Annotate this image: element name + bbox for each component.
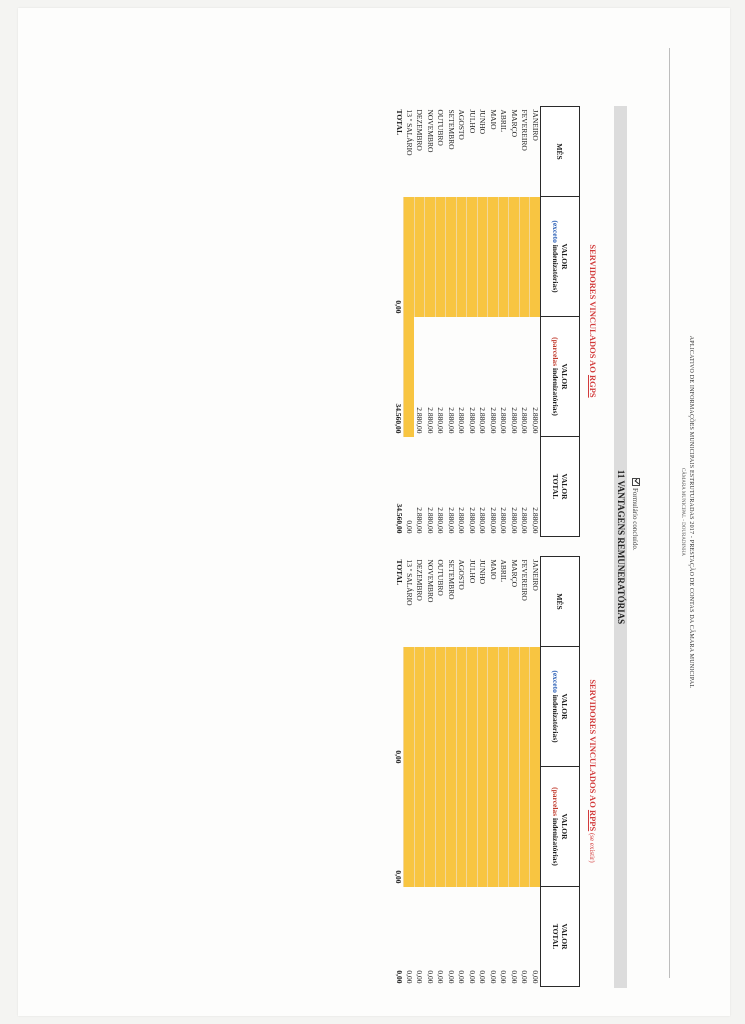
- value-total-cell: 2.880,00: [436, 507, 446, 534]
- value-total-cell: 0,00: [489, 970, 498, 984]
- table-row: [457, 557, 468, 987]
- form-status: [631, 478, 640, 551]
- value-total-cell: 2.880,00: [426, 507, 435, 534]
- table-row: [520, 557, 531, 987]
- entity-name: CÂMARA MUNICIPAL - DOURADINHA: [680, 467, 685, 557]
- value-exceto-cell: [415, 197, 426, 317]
- month-cell: ABRIL: [499, 559, 509, 582]
- value-indenizatorias-cell: [467, 767, 478, 887]
- value-exceto-cell: [436, 647, 447, 767]
- value-total-cell: 2.880,00: [520, 507, 530, 534]
- value-exceto-cell: [467, 647, 478, 767]
- total-valor-exceto: 0,00: [394, 750, 404, 764]
- month-cell: SETEMBRO: [447, 559, 456, 600]
- value-exceto-cell: [530, 647, 541, 767]
- value-exceto-cell: [478, 197, 489, 317]
- month-cell: AGOSTO: [457, 559, 467, 590]
- value-exceto-cell: [404, 197, 415, 317]
- value-indenizatorias-cell: [425, 767, 436, 887]
- total-row: [394, 557, 404, 987]
- checkbox-icon: [632, 478, 640, 486]
- value-exceto-cell: [457, 197, 468, 317]
- value-total-cell: 0,00: [520, 970, 530, 984]
- month-cell: MARÇO: [510, 109, 519, 138]
- value-total-cell: 0,00: [478, 970, 488, 984]
- rgps-title: [588, 106, 598, 536]
- col-valor-indenizatorias: VALOR (parcelas indenizatórias): [541, 767, 580, 887]
- total-valor-total: 34.560,00: [394, 503, 404, 534]
- value-total-cell: 0,00: [415, 970, 425, 984]
- value-indenizatorias-cell: [520, 767, 531, 887]
- table-row: [530, 107, 541, 537]
- month-cell: NOVEMBRO: [426, 559, 435, 603]
- value-exceto-cell: [520, 197, 531, 317]
- section-title: 11 VANTAGENS REMUNERATÓRIAS: [616, 469, 626, 625]
- col-valor-total: VALOR TOTAL: [541, 887, 580, 987]
- total-valor-total: 0,00: [394, 970, 404, 984]
- form-status-text: Formulário concluído.: [631, 488, 639, 551]
- value-indenizatorias-cell: 2.880,00: [457, 407, 467, 434]
- rpps-title-regime: RPPS: [588, 809, 598, 832]
- value-indenizatorias-cell: 2.880,00: [478, 407, 488, 434]
- value-total-cell: 2.880,00: [489, 507, 498, 534]
- value-indenizatorias-cell: 2.880,00: [520, 407, 530, 434]
- table-row: [499, 557, 510, 987]
- table-row: [436, 107, 447, 537]
- value-indenizatorias-cell: [457, 767, 468, 887]
- header-divider: [669, 48, 670, 978]
- table-row: [467, 557, 478, 987]
- value-exceto-cell: [530, 197, 541, 317]
- value-exceto-cell: [509, 197, 520, 317]
- month-cell: 13 º SALÁRIO: [405, 109, 414, 156]
- value-indenizatorias-cell: 2.880,00: [510, 407, 519, 434]
- total-valor-exceto: 0,00: [394, 300, 404, 314]
- value-total-cell: 2.880,00: [415, 507, 425, 534]
- value-total-cell: 0,00: [457, 970, 467, 984]
- month-cell: MARÇO: [510, 559, 519, 588]
- value-indenizatorias-cell: [509, 767, 520, 887]
- value-exceto-cell: [457, 647, 468, 767]
- value-indenizatorias-cell: [404, 317, 415, 437]
- value-exceto-cell: [436, 197, 447, 317]
- value-total-cell: 2.880,00: [499, 507, 509, 534]
- table-row: [509, 557, 520, 987]
- month-cell: DEZEMBRO: [415, 109, 425, 151]
- month-cell: JANEIRO: [530, 109, 540, 141]
- section-band: [614, 106, 627, 988]
- table-row: [488, 557, 499, 987]
- col-mes: MÊS: [541, 107, 580, 197]
- rgps-table: [394, 106, 580, 537]
- value-indenizatorias-cell: 2.880,00: [468, 407, 477, 434]
- table-row: [457, 107, 468, 537]
- total-label: TOTAL: [394, 109, 404, 136]
- month-cell: JANEIRO: [530, 559, 540, 591]
- table-row: [499, 107, 510, 537]
- col-valor-indenizatorias: VALOR (parcelas indenizatórias): [541, 317, 580, 437]
- month-cell: SETEMBRO: [447, 109, 456, 150]
- value-exceto-cell: [425, 197, 436, 317]
- value-indenizatorias-cell: 2.880,00: [415, 407, 425, 434]
- rpps-title-suffix: (se existir): [588, 831, 596, 863]
- rpps-title-prefix: SERVIDORES VINCULADOS AO: [588, 679, 598, 810]
- month-cell: ABRIL: [499, 109, 509, 132]
- value-exceto-cell: [499, 197, 510, 317]
- value-total-cell: 0,00: [405, 970, 414, 984]
- month-cell: FEVEREIRO: [520, 109, 530, 151]
- value-exceto-cell: [446, 647, 457, 767]
- month-cell: JUNHO: [478, 559, 488, 585]
- value-total-cell: 2.880,00: [478, 507, 488, 534]
- value-total-cell: 2.880,00: [468, 507, 477, 534]
- rotated-form: [18, 8, 730, 1016]
- table-row: [404, 107, 415, 537]
- month-cell: FEVEREIRO: [520, 559, 530, 601]
- scanned-page: [18, 8, 730, 1016]
- month-cell: NOVEMBRO: [426, 109, 435, 153]
- value-total-cell: 0,00: [436, 970, 446, 984]
- month-cell: JULHO: [468, 559, 477, 584]
- total-row: [394, 107, 404, 537]
- value-indenizatorias-cell: [478, 767, 489, 887]
- value-total-cell: 2.880,00: [457, 507, 467, 534]
- value-indenizatorias-cell: 2.880,00: [426, 407, 435, 434]
- month-cell: MAIO: [489, 109, 498, 130]
- total-valor-indenizatorias: 34.560,00: [394, 403, 404, 434]
- value-indenizatorias-cell: [404, 767, 415, 887]
- rpps-title: [588, 556, 598, 986]
- col-valor-exceto: VALOR (exceto indenizatórias): [541, 647, 580, 767]
- table-row: [478, 557, 489, 987]
- rgps-title-prefix: SERVIDORES VINCULADOS AO: [588, 244, 598, 375]
- value-indenizatorias-cell: [488, 767, 499, 887]
- value-indenizatorias-cell: [436, 767, 447, 887]
- value-exceto-cell: [499, 647, 510, 767]
- value-indenizatorias-cell: 2.880,00: [499, 407, 509, 434]
- value-total-cell: 0,00: [447, 970, 456, 984]
- table-row: [467, 107, 478, 537]
- month-cell: OUTUBRO: [436, 559, 446, 596]
- month-cell: OUTUBRO: [436, 109, 446, 146]
- col-mes: MÊS: [541, 557, 580, 647]
- table-row: [478, 107, 489, 537]
- value-exceto-cell: [520, 647, 531, 767]
- total-label: TOTAL: [394, 559, 404, 586]
- month-cell: 13 º SALÁRIO: [405, 559, 414, 606]
- table-row: [415, 557, 426, 987]
- table-row: [425, 557, 436, 987]
- month-cell: DEZEMBRO: [415, 559, 425, 601]
- col-valor-total: VALOR TOTAL: [541, 437, 580, 537]
- value-total-cell: 0,00: [468, 970, 477, 984]
- document-header: APLICATIVO DE INFORMAÇÕES MUNICIPAIS ESTRUTURADAS 2017 - PRESTAÇÃO DE CONTAS DA CÂMARA MUNICIPAL: [688, 335, 694, 689]
- value-exceto-cell: [509, 647, 520, 767]
- month-cell: AGOSTO: [457, 109, 467, 140]
- table-row: [530, 557, 541, 987]
- table-row: [446, 107, 457, 537]
- month-cell: MAIO: [489, 559, 498, 580]
- value-indenizatorias-cell: [530, 767, 541, 887]
- value-total-cell: 2.880,00: [510, 507, 519, 534]
- value-total-cell: 0,00: [426, 970, 435, 984]
- value-indenizatorias-cell: 2.880,00: [447, 407, 456, 434]
- value-exceto-cell: [446, 197, 457, 317]
- month-cell: JUNHO: [478, 109, 488, 135]
- table-row: [404, 557, 415, 987]
- value-exceto-cell: [415, 647, 426, 767]
- value-exceto-cell: [425, 647, 436, 767]
- value-total-cell: 0,00: [510, 970, 519, 984]
- value-total-cell: 0,00: [499, 970, 509, 984]
- rpps-table: [394, 556, 580, 987]
- value-indenizatorias-cell: [446, 767, 457, 887]
- value-exceto-cell: [467, 197, 478, 317]
- value-total-cell: 2.880,00: [447, 507, 456, 534]
- table-row: [425, 107, 436, 537]
- value-indenizatorias-cell: 2.880,00: [530, 407, 540, 434]
- value-indenizatorias-cell: 2.880,00: [489, 407, 498, 434]
- value-exceto-cell: [488, 197, 499, 317]
- table-row: [415, 107, 426, 537]
- total-valor-indenizatorias: 0,00: [394, 870, 404, 884]
- rgps-title-regime: RGPS: [588, 374, 598, 398]
- col-valor-exceto: VALOR (exceto indenizatórias): [541, 197, 580, 317]
- value-indenizatorias-cell: [499, 767, 510, 887]
- value-exceto-cell: [488, 647, 499, 767]
- value-exceto-cell: [478, 647, 489, 767]
- value-total-cell: 0,00: [530, 970, 540, 984]
- table-row: [520, 107, 531, 537]
- value-total-cell: 2.880,00: [530, 507, 540, 534]
- value-total-cell: 0,00: [405, 520, 414, 534]
- table-row: [488, 107, 499, 537]
- table-row: [509, 107, 520, 537]
- value-indenizatorias-cell: 2.880,00: [436, 407, 446, 434]
- table-row: [436, 557, 447, 987]
- month-cell: JULHO: [468, 109, 477, 134]
- value-exceto-cell: [404, 647, 415, 767]
- table-row: [446, 557, 457, 987]
- value-indenizatorias-cell: [415, 767, 426, 887]
